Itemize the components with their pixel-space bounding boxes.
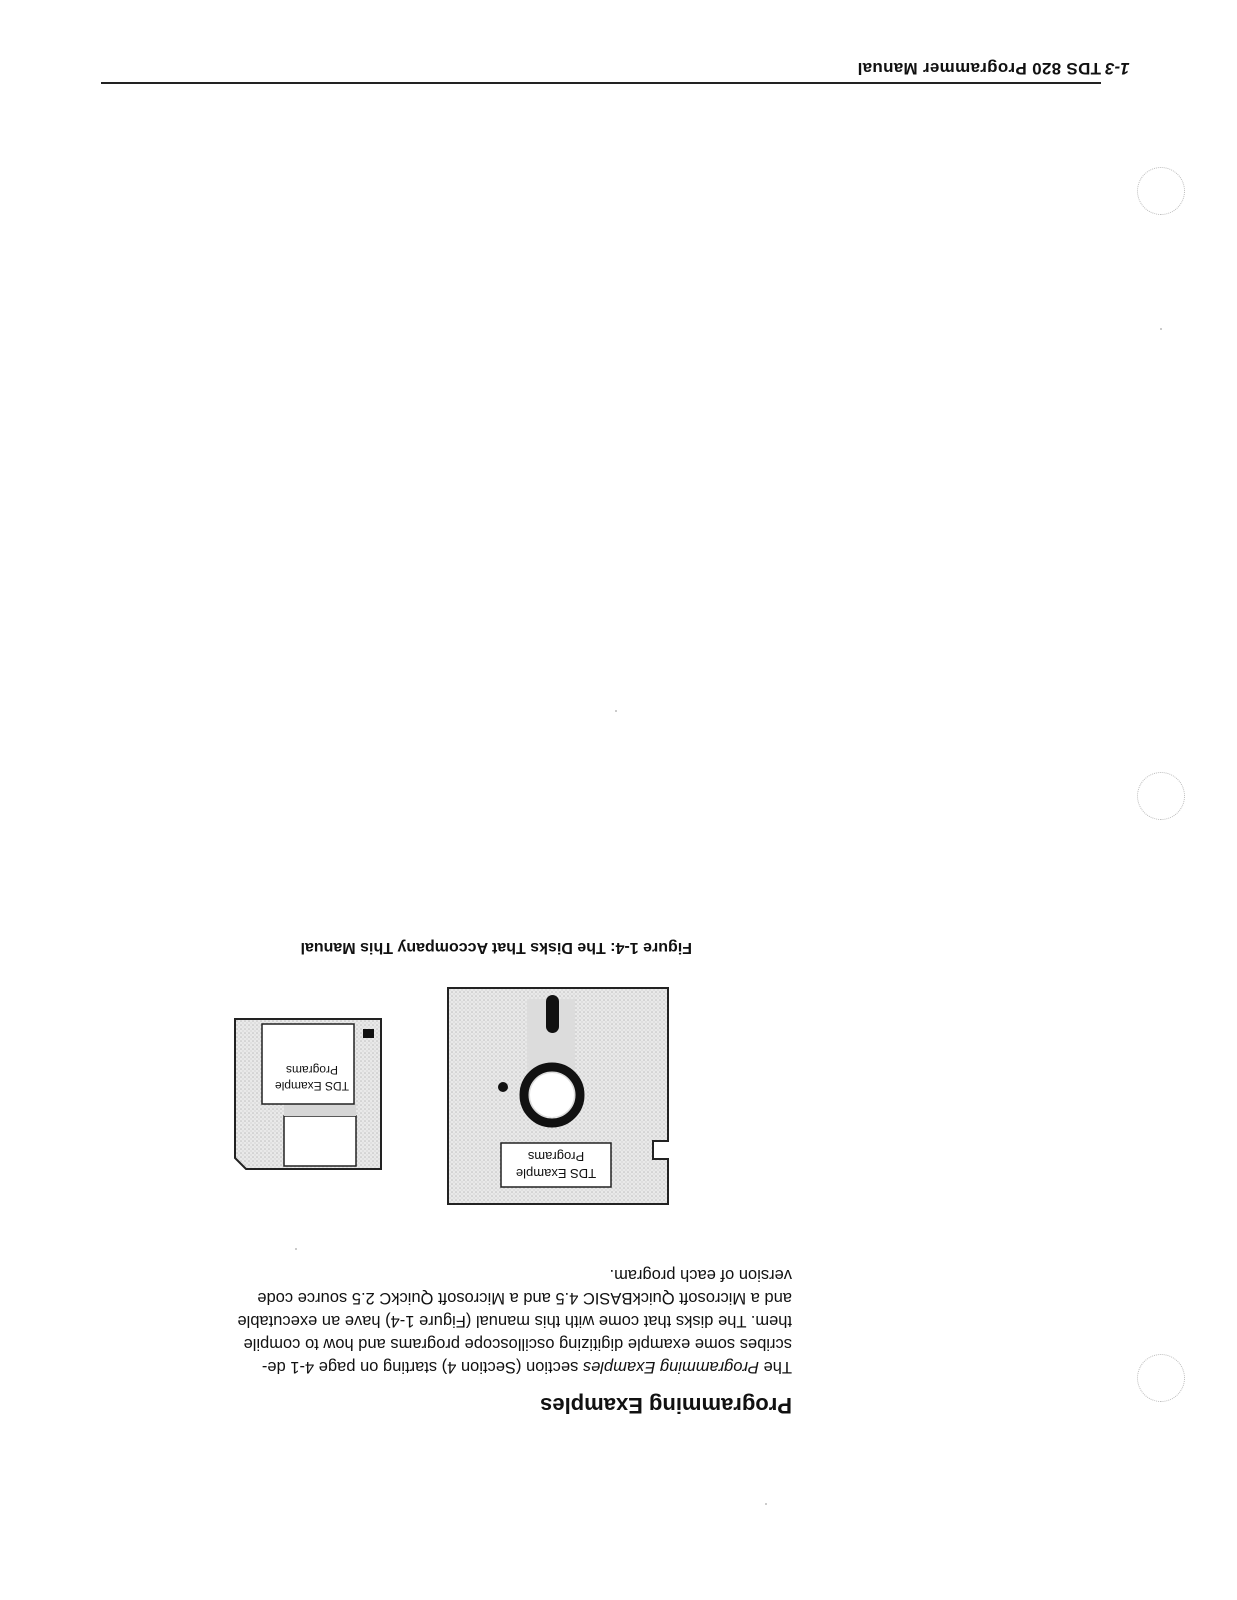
punch-hole-middle — [1137, 772, 1185, 820]
scan-speck — [1160, 328, 1162, 330]
header-rule — [101, 82, 1101, 84]
floppy-disk-5-25-illustration — [447, 987, 669, 1205]
large-disk-label-line2: Programs — [527, 1149, 585, 1164]
body-text-italic: Programming Examples — [582, 1358, 759, 1376]
scan-speck — [295, 1248, 297, 1250]
micro-disk-write-protect — [363, 1029, 374, 1038]
page-number: 1-3 — [1105, 59, 1130, 78]
body-text-rest: section (Section 4) starting on page 4-1 de- scribes some example digitizing oscilloscope programs and how to compile them. The disks that come with this manual (Figure 1-4) have an executable and a Microsoft QuickBASIC 4.5 and a Microsoft QuickC 2.5 source code version of each program. — [237, 1266, 792, 1376]
scan-speck — [765, 1503, 767, 1505]
punch-hole-bottom — [1137, 1354, 1185, 1402]
disk-read-slot — [546, 995, 559, 1033]
floppy-disk-3-5-illustration — [234, 1018, 382, 1170]
body-paragraph — [102, 1263, 792, 1378]
micro-disk-shutter-window — [284, 1116, 356, 1166]
scan-speck — [615, 710, 617, 712]
punch-hole-top — [1137, 167, 1185, 215]
header-title: TDS 820 Programmer Manual — [857, 59, 1101, 78]
large-disk-label-line1: TDS Example — [515, 1166, 597, 1181]
small-disk-label-line2: Programs — [285, 1063, 339, 1077]
section-heading: Programming Examples — [540, 1393, 792, 1418]
disk-index-hole — [498, 1082, 508, 1092]
micro-disk-shutter-band — [284, 1104, 356, 1116]
body-text-lead: The — [758, 1358, 792, 1376]
small-disk-label-line1: TDS Example — [274, 1079, 350, 1093]
disk-hub-hole — [530, 1073, 574, 1117]
figure-caption: Figure 1-4: The Disks That Accompany This Manual — [300, 939, 692, 956]
